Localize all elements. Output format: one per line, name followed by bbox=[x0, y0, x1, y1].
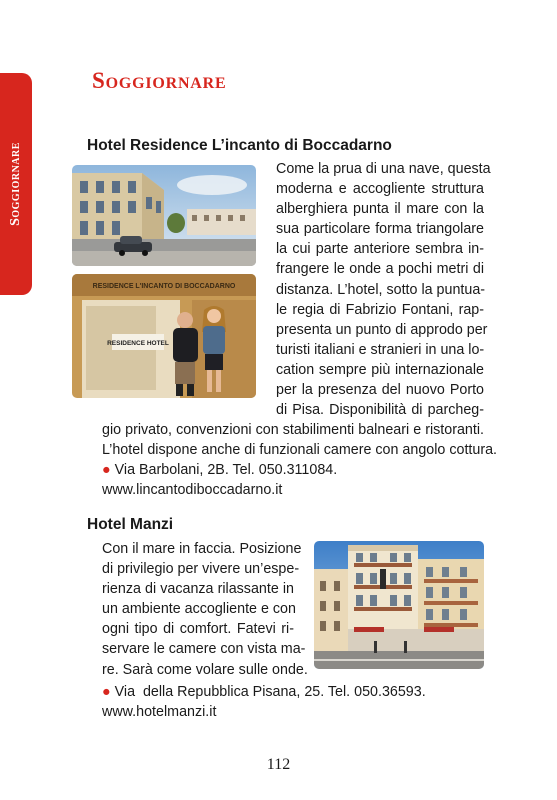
text-line: distanza. L’hotel, sotto la puntua- bbox=[276, 281, 486, 298]
text-line: sua particolare forma triangolare bbox=[276, 221, 484, 238]
text-line: frangere le onde a pochi metri di bbox=[276, 261, 484, 278]
hotel-residence-owners-photo bbox=[72, 274, 256, 398]
hotel-residence-website[interactable]: www.lincantodiboccadarno.it bbox=[102, 482, 283, 499]
page-number: 112 bbox=[266, 756, 291, 773]
text-line: Come la prua di una nave, questa bbox=[276, 161, 491, 177]
text-line: re. Sarà come volare sulle onde. bbox=[102, 661, 308, 678]
text-line: Con il mare in faccia. Posizione bbox=[102, 541, 302, 557]
hotel-manzi-heading: Hotel Manzi bbox=[87, 516, 174, 533]
text-line: ogni tipo di comfort. Fatevi ri- bbox=[102, 621, 294, 638]
text-line: di privilegio per vivere un’espe- bbox=[102, 561, 300, 578]
hotel-residence-heading: Hotel Residence L’incanto di Boccadarno bbox=[87, 137, 392, 154]
text-line: la cui parte anteriore sembra in- bbox=[276, 241, 484, 258]
hotel-residence-description bbox=[276, 159, 491, 420]
page-title: Soggiornare bbox=[92, 68, 227, 93]
text-line: cation sempre più internazionale bbox=[276, 361, 484, 378]
text-line: per la presenza del nuovo Porto bbox=[276, 382, 484, 399]
text-line: le regia di Fabrizio Fontani, rap- bbox=[276, 301, 484, 318]
text-line: rienza di vacanza rilassante in bbox=[102, 581, 294, 598]
hotel-residence-contact bbox=[102, 460, 484, 480]
text-line: turisti italiani e stranieri in una lo- bbox=[276, 341, 485, 358]
hotel-manzi-address: Via della Repubblica Pisana, 25. Tel. 050.36593. bbox=[114, 684, 426, 700]
hotel-residence-address: Via Barbolani, 2B. Tel. 050.311084. bbox=[114, 462, 338, 479]
hotel-manzi-website[interactable]: www.hotelmanzi.it bbox=[102, 704, 217, 721]
hotel-door-sign: RESIDENCE HOTEL bbox=[107, 340, 169, 347]
hotel-sign-text: RESIDENCE L'INCANTO DI BOCCADARNO bbox=[92, 283, 236, 290]
text-line: L’hotel dispone anche di funzionali camere con angolo cottura. bbox=[102, 442, 498, 459]
text-line: servare le camere con vista ma- bbox=[102, 641, 306, 658]
text-line: presenta un punto di approdo per bbox=[276, 321, 488, 338]
hotel-residence-exterior-photo bbox=[72, 165, 256, 266]
text-line: di Pisa. Disponibilità di parcheg- bbox=[276, 402, 484, 419]
hotel-manzi-photo bbox=[314, 541, 484, 669]
bullet-icon: ● bbox=[102, 462, 111, 479]
text-line: alberghiera punta il mare con la bbox=[276, 201, 484, 218]
text-line: moderna e accogliente struttura bbox=[276, 181, 484, 198]
bullet-icon: ● bbox=[102, 684, 111, 700]
text-line: un ambiente accogliente e con bbox=[102, 601, 296, 618]
hotel-manzi-contact bbox=[102, 682, 484, 702]
text-line: gio privato, convenzioni con stabilimenti balneari e ristoranti. bbox=[102, 422, 484, 438]
hotel-manzi-description bbox=[102, 539, 308, 680]
hotel-residence-description-continued bbox=[102, 420, 498, 500]
section-tab-label: Soggiornare bbox=[8, 142, 23, 226]
hotel-manzi-contact-block bbox=[102, 682, 484, 722]
